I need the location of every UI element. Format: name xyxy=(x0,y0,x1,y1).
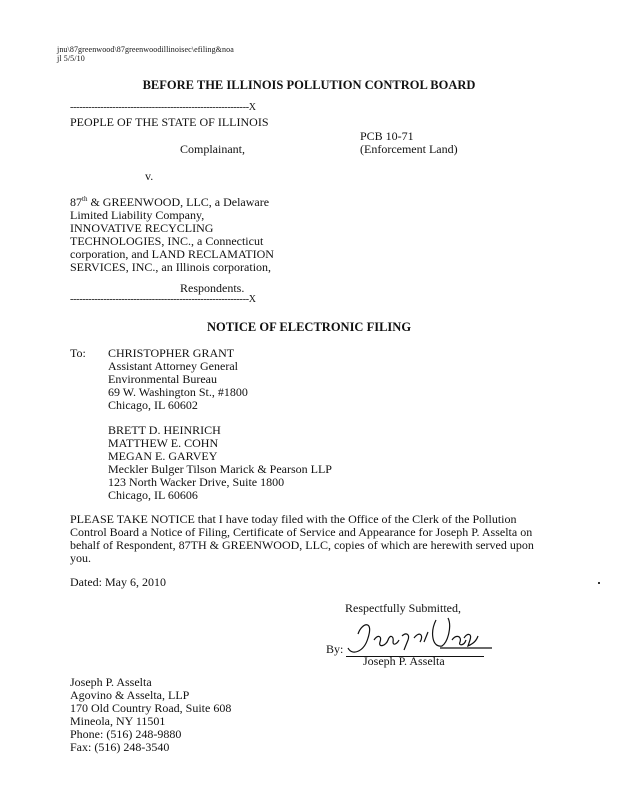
notice-paragraph: PLEASE TAKE NOTICE that I have today filed with the Office of the Clerk of the Pollution Control Board a Notice of Filing, Certificate of Service and Appearance for Joseph P. Asselta on behalf of Respondent, 87TH & GREENWOOD, LLC, copies of which are herewith served upon you. xyxy=(70,512,534,565)
recipient-block-2 xyxy=(108,424,332,502)
attorney-line: Mineola, NY 11501 xyxy=(70,714,166,728)
file-date: jl 5/5/10 xyxy=(57,54,85,63)
respondent-line: INNOVATIVE RECYCLING xyxy=(70,221,214,235)
respondent-line: Limited Liability Company, xyxy=(70,208,205,222)
recipient-line: Environmental Bureau xyxy=(108,372,217,386)
complainant-label: Complainant, xyxy=(180,142,245,156)
caption-separator-bottom: -----------------------------------------------------------X xyxy=(70,294,256,305)
recipient-line: Assistant Attorney General xyxy=(108,359,238,373)
case-number: PCB 10-71 xyxy=(360,129,414,143)
dated-line: Dated: May 6, 2010 xyxy=(70,575,166,589)
recipient-block-1 xyxy=(108,347,248,412)
respondents-list xyxy=(70,193,274,274)
attorney-line: Agovino & Asselta, LLP xyxy=(70,688,190,702)
file-reference xyxy=(57,45,234,63)
board-title: BEFORE THE ILLINOIS POLLUTION CONTROL BOARD xyxy=(142,78,476,92)
recipient-line: MEGAN E. GARVEY xyxy=(108,449,218,463)
recipient-line: Chicago, IL 60602 xyxy=(108,398,198,412)
recipient-line: Chicago, IL 60606 xyxy=(108,488,198,502)
versus-label: v. xyxy=(145,169,154,183)
notice-title: NOTICE OF ELECTRONIC FILING xyxy=(206,320,412,334)
respondent-line: TECHNOLOGIES, INC., a Connecticut xyxy=(70,234,264,248)
recipient-line: 123 North Wacker Drive, Suite 1800 xyxy=(108,475,285,489)
respondent-line: corporation, and LAND RECLAMATION xyxy=(70,247,274,261)
handwritten-signature xyxy=(344,612,494,660)
respondent-line: SERVICES, INC., an Illinois corporation, xyxy=(70,260,272,274)
recipient-line: 69 W. Washington St., #1800 xyxy=(108,385,248,399)
to-label: To: xyxy=(70,346,86,360)
by-label: By: xyxy=(326,642,344,656)
recipient-line: MATTHEW E. COHN xyxy=(108,436,219,450)
recipient-line: CHRISTOPHER GRANT xyxy=(108,346,235,360)
signature-scribble xyxy=(344,612,494,660)
case-type: (Enforcement Land) xyxy=(360,142,458,156)
respondent-line: 87th & GREENWOOD, LLC, a Delaware xyxy=(70,195,270,209)
attorney-line: Phone: (516) 248-9880 xyxy=(70,727,182,741)
recipient-line: Meckler Bulger Tilson Marick & Pearson LLP xyxy=(108,462,332,476)
closing-line: Respectfully Submitted, xyxy=(345,601,461,615)
plaintiff-name: PEOPLE OF THE STATE OF ILLINOIS xyxy=(70,115,269,129)
attorney-block xyxy=(70,676,231,754)
recipient-line: BRETT D. HEINRICH xyxy=(108,423,221,437)
respondents-label: Respondents. xyxy=(180,281,245,295)
attorney-line: Fax: (516) 248-3540 xyxy=(70,740,170,754)
signer-name: Joseph P. Asselta xyxy=(363,654,445,668)
attorney-line: Joseph P. Asselta xyxy=(70,675,152,689)
attorney-line: 170 Old Country Road, Suite 608 xyxy=(70,701,232,715)
caption-separator-top: -----------------------------------------------------------X xyxy=(70,102,256,113)
file-path: jnu\87greenwood\87greenwoodillinoisec\efiling&noa xyxy=(57,45,234,54)
scan-mark xyxy=(598,582,600,584)
